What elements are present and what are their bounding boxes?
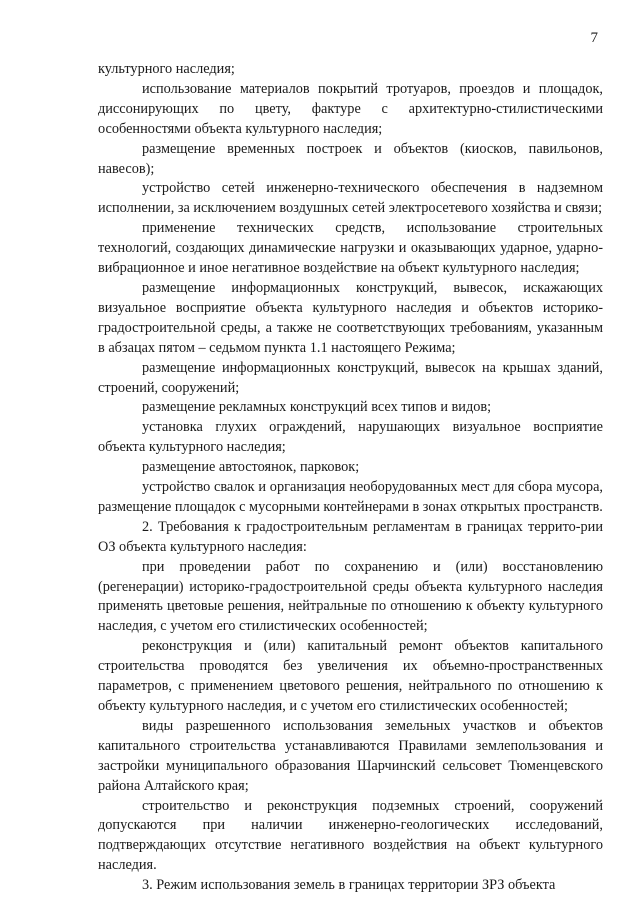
paragraph: размещение временных построек и объектов (киосков, павильонов, навесов); <box>98 140 603 177</box>
paragraph: при проведении работ по сохранению и (или) восстановлению (регенерации) историко-градостроительной среды объекта культурного наследия применять цветовые решения, нейтральные по отношению к объекту культурного наследия, с учетом его стилистических особенностей; <box>98 558 603 635</box>
paragraph: устройство сетей инженерно-технического обеспечения в надземном исполнении, за исключением воздушных сетей электросетевого хозяйства и связи; <box>98 180 603 217</box>
paragraph: виды разрешенного использования земельных участков и объектов капитального строительства устанавливаются Правилами землепользования и застройки муниципального образования Шарчинский сельсовет Тюменцевского района Алтайского края; <box>98 717 603 794</box>
paragraph: культурного наследия; <box>98 61 235 77</box>
paragraph: 3. Режим использования земель в границах территории ЗРЗ объекта <box>142 877 556 894</box>
paragraph: 2. Требования к градостроительным регламентам в границах террито-рии ОЗ объекта культурного наследия: <box>98 518 603 555</box>
paragraph: размещение рекламных конструкций всех типов и видов; <box>142 399 492 416</box>
paragraph: использование материалов покрытий тротуаров, проездов и площадок, диссонирующих по цвету, фактуре с архитектурно-стилистическими особенностями объекта культурного наследия; <box>98 80 603 137</box>
paragraph: размещение информационных конструкций, вывесок на крышах зданий, строений, сооружений; <box>98 359 603 396</box>
paragraph: строительство и реконструкция подземных строений, сооружений допускаются при наличии инженерно-геологических исследований, подтверждающих отсутствие негативного воздействия на объект культурного наследия. <box>98 797 603 874</box>
page-number: 7 <box>590 30 598 46</box>
paragraph: устройство свалок и организация необорудованных мест для сбора мусора, размещение площадок с мусорными контейнерами в зонах открытых пространств. <box>98 479 603 515</box>
paragraph: применение технических средств, использование строительных технологий, создающих динамические нагрузки и оказывающих ударное, ударно-вибрационное и иное негативное воздействие на объект культурного наследия; <box>98 220 603 277</box>
paragraph: установка глухих ограждений, нарушающих визуальное восприятие объекта культурного наследия; <box>98 419 603 456</box>
document-body <box>98 60 603 896</box>
paragraph: размещение автостоянок, парковок; <box>142 459 360 476</box>
paragraph: размещение информационных конструкций, вывесок, искажающих визуальное восприятие объекта культурного наследия и объектов историко-градостроительной среды, а также не соответствующих требованиям, указанным в абзацах пятом – седьмом пункта 1.1 настоящего Режима; <box>98 279 603 356</box>
paragraph: реконструкция и (или) капитальный ремонт объектов капитального строительства проводятся без увеличения их объемно-пространственных параметров, с применением цветового решения, нейтрального по отношению к объекту культурного наследия, и с учетом его стилистических особенностей; <box>98 638 603 714</box>
